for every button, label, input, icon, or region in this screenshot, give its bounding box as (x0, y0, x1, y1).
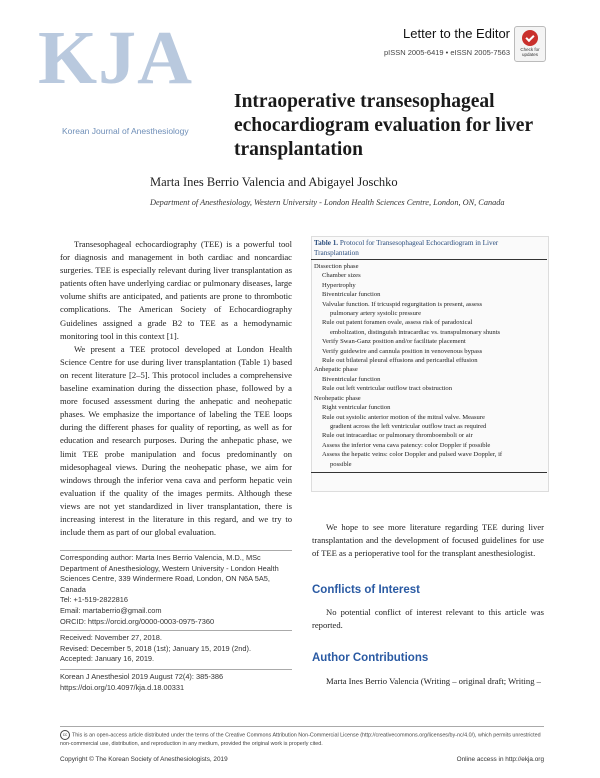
conflicts-heading: Conflicts of Interest (312, 584, 420, 596)
corresponding-author: Corresponding author: Marta Ines Berrio Valencia, M.D., MSc (60, 553, 261, 562)
table-row: Verify Swan-Ganz position and/or facilitate placement (322, 338, 466, 346)
email-link[interactable]: Email: martaberrio@gmail.com (60, 605, 162, 615)
table-row: Dissection phase (314, 263, 359, 270)
copyright-text: Copyright © The Korean Society of Anesthesiologists, 2019 (60, 756, 228, 763)
footer-rule (60, 726, 544, 727)
table-label: Table 1. (314, 239, 339, 247)
article-title: Intraoperative transesophageal echocardiogram evaluation for liver transplantation (234, 91, 533, 160)
contributions-text (312, 675, 544, 688)
check-for-updates-badge[interactable] (514, 26, 546, 62)
table-row: Rule out bilateral pleural effusions and pericardial effusion (322, 357, 478, 365)
accepted-date: Accepted: January 16, 2019. (60, 654, 155, 664)
license-note (60, 730, 544, 748)
table-row: pulmonary artery systolic pressure (330, 310, 422, 318)
table-row: Biventricular function (322, 291, 381, 299)
table-body (314, 262, 546, 469)
table-row: Biventricular function (322, 375, 381, 383)
issn-text: pISSN 2005-6419 • eISSN 2005-7563 (383, 48, 510, 57)
table-row: Rule out patent foramen ovale, assess risk of paradoxical (322, 319, 473, 327)
badge-label-2: updates (521, 52, 538, 57)
citation-block (60, 672, 300, 693)
table-row: Neohepatic phase (314, 394, 361, 402)
table-row: Hypertrophy (322, 281, 356, 289)
conflicts-paragraph: No potential conflict of interest relevant to this article was reported. (312, 607, 544, 631)
table-bottom-rule (311, 472, 547, 473)
citation-rule (60, 669, 292, 670)
check-updates-icon (522, 30, 538, 46)
correspondence-rule (60, 550, 292, 551)
contributions-paragraph: Marta Ines Berrio Valencia (Writing – original draft; Writing – (326, 676, 541, 686)
orcid-link[interactable]: ORCID: https://orcid.org/0000-0003-0975-7360 (60, 616, 215, 626)
address-line: Canada (60, 584, 86, 594)
journal-name: Korean Journal of Anesthesiology (62, 126, 189, 136)
revised-date: Revised: December 5, 2018 (1st); January 15, 2019 (2nd). (60, 643, 252, 653)
telephone: Tel: +1-519-2822816 (60, 595, 129, 605)
journal-reference: Korean J Anesthesiol 2019 August 72(4): 385-386 (60, 672, 224, 681)
online-access-link[interactable]: Online access in http://ekja.org (456, 756, 544, 763)
table-row: Rule out systolic anterior motion of the mitral valve. Measure (322, 413, 485, 421)
body-paragraph: We present a TEE protocol developed at London Health Science Centre for use during liver transplantation (Table 1) based on recent literature [2–5]. This protocol includes a comprehensive baseline examination during the dissection phase, followed by a more focused assessment during the anhepatic and neohepatic phases. We emphasize the importance of labeling the TEE loops during the different phases for quality of reporting, as well as for education and research purposes. During the anhepatic phase, we limit TEE probe manipulation and focus predominantly on midesophageal views. During the neohepatic phase, we aim for windows through the inferior vena cava and perform hepatic vein evaluation if the quality of the images permits. Although these views are not yet standardized in liver transplantation, there is increasing interest in the literature in this regard, and we try to include them as part of our global evaluation. (60, 343, 292, 538)
table-caption (311, 238, 547, 258)
table-row: Valvular function. If tricuspid regurgitation is present, assess (322, 300, 483, 308)
badge-label-1: Check for (520, 47, 540, 52)
table-top-rule (311, 259, 547, 260)
body-paragraph: We hope to see more literature regarding TEE during liver transplantation and the development of focused guidelines for use of TEE as a perioperative tool for the transplant anesthesiologist. (312, 522, 544, 559)
contributions-heading: Author Contributions (312, 652, 429, 664)
creative-commons-icon: cc (60, 730, 70, 740)
journal-logo: KJA (38, 16, 193, 100)
table-row: embolization, distinguish intracardiac vs. transpulmonary shunts (330, 328, 501, 336)
table-row: gradient across the left ventricular outflow tract as required (330, 422, 487, 430)
conflicts-text (312, 606, 544, 632)
doi-link[interactable]: https://doi.org/10.4097/kja.d.18.00331 (60, 682, 185, 692)
body-paragraph: Transesophageal echocardiography (TEE) is a powerful tool for diagnosis and management in both cardiac and noncardiac surgeries. TEE is especially relevant during liver transplantation as patients often have underlying cardiac or pulmonary diseases, large volume shifts are anticipated, and patients are prone to thrombotic complications. The American Society of Echocardiography Guidelines assigned a grade B2 to TEE as a hemodynamic monitoring tool in this context [1]. (60, 239, 292, 341)
table-row: Rule out left ventricular outflow tract obstruction (322, 385, 453, 393)
received-date: Received: November 27, 2018. (60, 633, 162, 642)
table-row: Verify guidewire and cannula position in venovenous bypass (322, 347, 483, 355)
address-line: Department of Anesthesiology, Western University - London Health (60, 563, 279, 573)
table-caption-text: Protocol for Transesophageal Echocardiogram in Liver Transplantation (314, 239, 499, 257)
table-row: Rule out intracardiac or pulmonary thromboemboli or air (322, 432, 473, 440)
table-row: possible (330, 460, 352, 468)
article-authors: Marta Ines Berrio Valencia and Abigayel Joschko (150, 175, 398, 189)
table-row: Chamber sizes (322, 272, 361, 280)
table-row: Right ventricular function (322, 404, 391, 412)
address-line: Sciences Centre, 339 Windermere Road, London, ON N6A 5A5, (60, 574, 270, 584)
dates-rule (60, 630, 292, 631)
article-affiliation: Department of Anesthesiology, Western University - London Health Sciences Centre, London, ON, Canada (150, 198, 505, 207)
left-column-body (60, 238, 292, 539)
license-text: This is an open-access article distributed under the terms of the Creative Commons Attribution Non-Commercial License (http://creativecommons.org/licenses/by-nc/4.0/), which permits unrestricted non-commercial use, distribution, and reproduction in any medium, provided the original work is properly cited. (60, 732, 541, 747)
article-type-label: Letter to the Editor (403, 26, 510, 41)
table-row: Assess the inferior vena cava patency: color Doppler if possible (322, 441, 491, 449)
correspondence-block (60, 553, 300, 627)
table-row: Anhepatic phase (314, 366, 358, 374)
table-row: Assess the hepatic veins: color Doppler and pulsed wave Doppler, if (322, 451, 503, 459)
dates-block (60, 633, 300, 665)
right-column-body (312, 521, 544, 560)
